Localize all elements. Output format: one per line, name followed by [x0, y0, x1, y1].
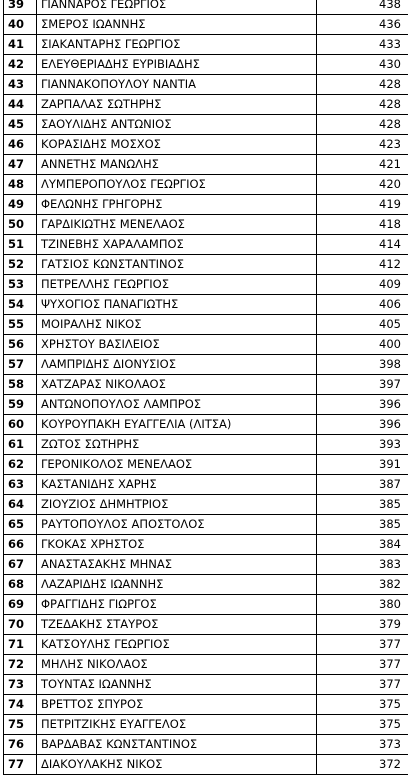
table-row	[4, 155, 408, 175]
rank-cell: 41	[4, 35, 37, 55]
rank-cell: 63	[4, 475, 37, 495]
score-cell: 396	[317, 395, 408, 415]
rank-cell: 51	[4, 235, 37, 255]
table-row	[4, 695, 408, 715]
score-cell: 428	[317, 95, 408, 115]
rank-cell: 66	[4, 535, 37, 555]
score-cell: 428	[317, 115, 408, 135]
table-row	[4, 395, 408, 415]
rank-cell: 42	[4, 55, 37, 75]
name-cell: ΒΑΡΔΑΒΑΣ ΚΩΝΣΤΑΝΤΙΝΟΣ	[37, 735, 317, 755]
rank-cell: 61	[4, 435, 37, 455]
rank-cell: 47	[4, 155, 37, 175]
score-cell: 438	[317, 0, 408, 15]
score-cell: 377	[317, 655, 408, 675]
rank-cell: 48	[4, 175, 37, 195]
table-row	[4, 415, 408, 435]
score-cell: 409	[317, 275, 408, 295]
rank-cell: 67	[4, 555, 37, 575]
name-cell: ΓΚΟΚΑΣ ΧΡΗΣΤΟΣ	[37, 535, 317, 555]
table-row	[4, 115, 408, 135]
rank-cell: 58	[4, 375, 37, 395]
name-cell: ΤΟΥΝΤΑΣ ΙΩΑΝΝΗΣ	[37, 675, 317, 695]
table-row	[4, 715, 408, 735]
score-cell: 436	[317, 15, 408, 35]
name-cell: ΠΕΤΡΕΛΛΗΣ ΓΕΩΡΓΙΟΣ	[37, 275, 317, 295]
score-cell: 385	[317, 515, 408, 535]
rank-cell: 65	[4, 515, 37, 535]
rank-cell: 56	[4, 335, 37, 355]
score-cell: 397	[317, 375, 408, 395]
name-cell: ΓΙΑΝΝΑΚΟΠΟΥΛΟΥ ΝΑΝΤΙΑ	[37, 75, 317, 95]
rank-cell: 76	[4, 735, 37, 755]
name-cell: ΕΛΕΥΘΕΡΙΑΔΗΣ ΕΥΡΙΒΙΑΔΗΣ	[37, 55, 317, 75]
table-row	[4, 575, 408, 595]
name-cell: ΤΖΕΔΑΚΗΣ ΣΤΑΥΡΟΣ	[37, 615, 317, 635]
table-row	[4, 255, 408, 275]
table-row	[4, 135, 408, 155]
score-cell: 375	[317, 715, 408, 735]
table-row	[4, 655, 408, 675]
table-row	[4, 615, 408, 635]
name-cell: ΓΙΑΝΝΑΡΟΣ ΓΕΩΡΓΙΟΣ	[37, 0, 317, 15]
rank-cell: 59	[4, 395, 37, 415]
name-cell: ΑΝΑΣΤΑΣΑΚΗΣ ΜΗΝΑΣ	[37, 555, 317, 575]
score-cell: 421	[317, 155, 408, 175]
table-row	[4, 755, 408, 775]
rank-cell: 54	[4, 295, 37, 315]
table-row	[4, 315, 408, 335]
table-row	[4, 355, 408, 375]
table-row	[4, 75, 408, 95]
name-cell: ΦΕΛΩΝΗΣ ΓΡΗΓΟΡΗΣ	[37, 195, 317, 215]
table-row	[4, 495, 408, 515]
rank-cell: 68	[4, 575, 37, 595]
score-cell: 383	[317, 555, 408, 575]
name-cell: ΑΝΤΩΝΟΠΟΥΛΟΣ ΛΑΜΠΡΟΣ	[37, 395, 317, 415]
results-table	[3, 0, 408, 775]
rank-cell: 50	[4, 215, 37, 235]
score-cell: 405	[317, 315, 408, 335]
score-cell: 385	[317, 495, 408, 515]
table-row	[4, 95, 408, 115]
name-cell: ΓΕΡΟΝΙΚΟΛΟΣ ΜΕΝΕΛΑΟΣ	[37, 455, 317, 475]
rank-cell: 74	[4, 695, 37, 715]
score-cell: 400	[317, 335, 408, 355]
rank-cell: 57	[4, 355, 37, 375]
name-cell: ΚΟΥΡΟΥΠΑΚΗ ΕΥΑΓΓΕΛΙΑ (ΛΙΤΣΑ)	[37, 415, 317, 435]
name-cell: ΧΑΤΖΑΡΑΣ ΝΙΚΟΛΑΟΣ	[37, 375, 317, 395]
table-row	[4, 535, 408, 555]
results-table-body	[4, 0, 408, 775]
rank-cell: 53	[4, 275, 37, 295]
name-cell: ΜΟΙΡΑΛΗΣ ΝΙΚΟΣ	[37, 315, 317, 335]
name-cell: ΦΡΑΓΓΙΔΗΣ ΓΙΩΡΓΟΣ	[37, 595, 317, 615]
score-cell: 375	[317, 695, 408, 715]
table-row	[4, 735, 408, 755]
rank-cell: 72	[4, 655, 37, 675]
score-cell: 384	[317, 535, 408, 555]
score-cell: 423	[317, 135, 408, 155]
table-row	[4, 595, 408, 615]
table-row	[4, 675, 408, 695]
name-cell: ΓΑΤΣΙΟΣ ΚΩΝΣΤΑΝΤΙΝΟΣ	[37, 255, 317, 275]
score-cell: 373	[317, 735, 408, 755]
rank-cell: 75	[4, 715, 37, 735]
name-cell: ΣΑΟΥΛΙΔΗΣ ΑΝΤΩΝΙΟΣ	[37, 115, 317, 135]
table-row	[4, 435, 408, 455]
name-cell: ΧΡΗΣΤΟΥ ΒΑΣΙΛΕΙΟΣ	[37, 335, 317, 355]
name-cell: ΤΖΙΝΕΒΗΣ ΧΑΡΑΛΑΜΠΟΣ	[37, 235, 317, 255]
score-cell: 377	[317, 635, 408, 655]
table-row	[4, 175, 408, 195]
table-row	[4, 335, 408, 355]
name-cell: ΖΑΡΠΑΛΑΣ ΣΩΤΗΡΗΣ	[37, 95, 317, 115]
rank-cell: 64	[4, 495, 37, 515]
name-cell: ΛΥΜΠΕΡΟΠΟΥΛΟΣ ΓΕΩΡΓΙΟΣ	[37, 175, 317, 195]
rank-cell: 70	[4, 615, 37, 635]
table-row	[4, 0, 408, 15]
table-row	[4, 35, 408, 55]
rank-cell: 45	[4, 115, 37, 135]
name-cell: ΣΙΑΚΑΝΤΑΡΗΣ ΓΕΩΡΓΙΟΣ	[37, 35, 317, 55]
rank-cell: 73	[4, 675, 37, 695]
score-cell: 382	[317, 575, 408, 595]
name-cell: ΔΙΑΚΟΥΛΑΚΗΣ ΝΙΚΟΣ	[37, 755, 317, 775]
name-cell: ΒΡΕΤΤΟΣ ΣΠΥΡΟΣ	[37, 695, 317, 715]
score-cell: 428	[317, 75, 408, 95]
score-cell: 420	[317, 175, 408, 195]
rank-cell: 69	[4, 595, 37, 615]
score-cell: 412	[317, 255, 408, 275]
score-cell: 377	[317, 675, 408, 695]
table-row	[4, 455, 408, 475]
score-cell: 372	[317, 755, 408, 775]
name-cell: ΚΟΡΑΣΙΔΗΣ ΜΟΣΧΟΣ	[37, 135, 317, 155]
table-row	[4, 515, 408, 535]
rank-cell: 44	[4, 95, 37, 115]
score-cell: 393	[317, 435, 408, 455]
table-row	[4, 195, 408, 215]
score-cell: 396	[317, 415, 408, 435]
name-cell: ΖΩΤΟΣ ΣΩΤΗΡΗΣ	[37, 435, 317, 455]
score-cell: 418	[317, 215, 408, 235]
table-row	[4, 275, 408, 295]
name-cell: ΜΗΛΗΣ ΝΙΚΟΛΑΟΣ	[37, 655, 317, 675]
score-cell: 379	[317, 615, 408, 635]
table-row	[4, 15, 408, 35]
name-cell: ΛΑΖΑΡΙΔΗΣ ΙΩΑΝΝΗΣ	[37, 575, 317, 595]
rank-cell: 43	[4, 75, 37, 95]
score-cell: 398	[317, 355, 408, 375]
score-cell: 380	[317, 595, 408, 615]
rank-cell: 39	[4, 0, 37, 15]
table-row	[4, 475, 408, 495]
table-row	[4, 635, 408, 655]
name-cell: ΨΥΧΟΓΙΟΣ ΠΑΝΑΓΙΩΤΗΣ	[37, 295, 317, 315]
name-cell: ΛΑΜΠΡΙΔΗΣ ΔΙΟΝΥΣΙΟΣ	[37, 355, 317, 375]
table-row	[4, 235, 408, 255]
name-cell: ΑΝΝΕΤΗΣ ΜΑΝΩΛΗΣ	[37, 155, 317, 175]
score-cell: 430	[317, 55, 408, 75]
table-row	[4, 295, 408, 315]
score-cell: 414	[317, 235, 408, 255]
score-cell: 406	[317, 295, 408, 315]
rank-cell: 55	[4, 315, 37, 335]
score-cell: 433	[317, 35, 408, 55]
name-cell: ΡΑΥΤΟΠΟΥΛΟΣ ΑΠΟΣΤΟΛΟΣ	[37, 515, 317, 535]
rank-cell: 52	[4, 255, 37, 275]
name-cell: ΣΜΕΡΟΣ ΙΩΑΝΝΗΣ	[37, 15, 317, 35]
score-cell: 419	[317, 195, 408, 215]
score-cell: 387	[317, 475, 408, 495]
rank-cell: 71	[4, 635, 37, 655]
rank-cell: 77	[4, 755, 37, 775]
name-cell: ΠΕΤΡΙΤΖΙΚΗΣ ΕΥΑΓΓΕΛΟΣ	[37, 715, 317, 735]
table-row	[4, 555, 408, 575]
table-row	[4, 55, 408, 75]
rank-cell: 49	[4, 195, 37, 215]
rank-cell: 62	[4, 455, 37, 475]
name-cell: ΚΑΣΤΑΝΙΔΗΣ ΧΑΡΗΣ	[37, 475, 317, 495]
table-row	[4, 375, 408, 395]
rank-cell: 46	[4, 135, 37, 155]
rank-cell: 60	[4, 415, 37, 435]
score-cell: 391	[317, 455, 408, 475]
name-cell: ΚΑΤΣΟΥΛΗΣ ΓΕΩΡΓΙΟΣ	[37, 635, 317, 655]
name-cell: ΖΙΟΥΖΙΟΣ ΔΗΜΗΤΡΙΟΣ	[37, 495, 317, 515]
rank-cell: 40	[4, 15, 37, 35]
table-row	[4, 215, 408, 235]
name-cell: ΓΑΡΔΙΚΙΩΤΗΣ ΜΕΝΕΛΑΟΣ	[37, 215, 317, 235]
